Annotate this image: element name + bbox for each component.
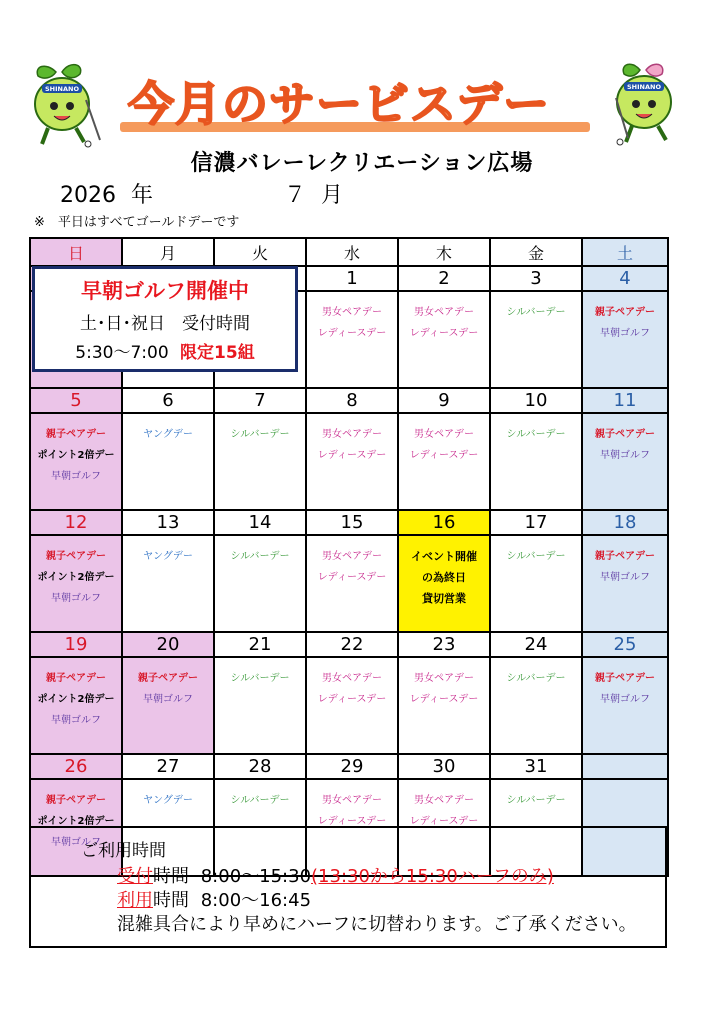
date-cell: 11: [582, 388, 668, 413]
event-label: 貸切営業: [422, 592, 466, 605]
date-cell: 18: [582, 510, 668, 535]
date-cell: 25: [582, 632, 668, 657]
event-label: イベント開催: [411, 550, 477, 563]
event-label: ポイント2倍デー: [37, 816, 115, 827]
event-label: 早朝ゴルフ: [51, 715, 101, 726]
weekday-note: ※ 平日はすべてゴールドデーです: [34, 215, 240, 230]
event-label: 早朝ゴルフ: [600, 694, 650, 705]
event-cell: [582, 657, 668, 754]
event-label: 男女ペアデー: [414, 429, 474, 440]
date-cell: 28: [214, 754, 306, 779]
weekday-header: 火: [214, 238, 306, 266]
mascot-right-icon: [606, 58, 684, 146]
event-label: 親子ペアデー: [46, 673, 106, 684]
event-label: 早朝ゴルフ: [600, 572, 650, 583]
event-cell: [490, 535, 582, 632]
event-cell: [214, 413, 306, 510]
date-cell: 15: [306, 510, 398, 535]
date-cell: 17: [490, 510, 582, 535]
event-cell: [398, 291, 490, 388]
mascot-right-label: SHINANO: [627, 83, 661, 91]
event-label: ポイント2倍デー: [37, 694, 115, 705]
event-cell: [490, 413, 582, 510]
event-cell: [306, 535, 398, 632]
event-label: 早朝ゴルフ: [51, 593, 101, 604]
event-label: ポイント2倍デー: [37, 572, 115, 583]
date-cell: 13: [122, 510, 214, 535]
early-golf-days: 土･日･祝日 受付時間: [80, 314, 250, 334]
year-month: [60, 178, 343, 209]
facility-name: 信濃バレーレクリエーション広場: [190, 151, 534, 176]
year-unit: 年: [131, 183, 154, 208]
event-row: [30, 413, 668, 510]
weekday-header: 金: [490, 238, 582, 266]
event-label: レディースデー: [409, 450, 479, 461]
event-label: 早朝ゴルフ: [51, 837, 101, 848]
date-cell: 19: [30, 632, 122, 657]
date-cell: 26: [30, 754, 122, 779]
event-label: ヤングデー: [143, 551, 193, 562]
event-label: 親子ペアデー: [595, 429, 655, 440]
event-cell: [582, 291, 668, 388]
date-cell: 5: [30, 388, 122, 413]
event-label: 早朝ゴルフ: [600, 328, 650, 339]
event-label: 早朝ゴルフ: [600, 450, 650, 461]
date-cell: 8: [306, 388, 398, 413]
event-label: レディースデー: [317, 694, 387, 705]
date-cell: 4: [582, 266, 668, 291]
early-golf-time-line: [35, 338, 295, 363]
reception-line: [117, 862, 554, 888]
date-row: [30, 388, 668, 413]
event-label: 早朝ゴルフ: [143, 694, 193, 705]
event-label: シルバーデー: [230, 429, 290, 440]
mascot-left-icon: [26, 60, 104, 148]
event-label: 親子ペアデー: [46, 551, 106, 562]
date-cell: 21: [214, 632, 306, 657]
reception-suffix: 時間: [153, 866, 189, 887]
event-label: シルバーデー: [506, 551, 566, 562]
weekday-header: 水: [306, 238, 398, 266]
date-cell: 12: [30, 510, 122, 535]
date-cell: 27: [122, 754, 214, 779]
event-label: シルバーデー: [506, 795, 566, 806]
early-golf-time: 5:30～7:00: [75, 343, 169, 363]
date-cell: 30: [398, 754, 490, 779]
date-row: [30, 754, 668, 779]
reception-time: 8:00～15:30: [200, 866, 312, 887]
usage-hours-box: [29, 826, 667, 948]
date-cell: 6: [122, 388, 214, 413]
event-label: シルバーデー: [506, 429, 566, 440]
event-label: レディースデー: [409, 816, 479, 827]
use-time: 8:00～16:45: [200, 890, 312, 911]
weekday-header: 土: [582, 238, 668, 266]
event-label: 男女ペアデー: [322, 307, 382, 318]
date-cell: 9: [398, 388, 490, 413]
use-label: 利用: [117, 890, 153, 911]
event-cell: [306, 657, 398, 754]
date-cell: 10: [490, 388, 582, 413]
date-cell: 1: [306, 266, 398, 291]
event-cell: [398, 535, 490, 632]
usage-heading: ご利用時間: [81, 841, 166, 861]
date-cell: 31: [490, 754, 582, 779]
event-cell: [490, 291, 582, 388]
event-cell: [306, 291, 398, 388]
event-label: レディースデー: [317, 328, 387, 339]
event-label: シルバーデー: [230, 673, 290, 684]
reception-label: 受付: [117, 866, 153, 887]
event-label: レディースデー: [317, 816, 387, 827]
event-label: 男女ペアデー: [322, 429, 382, 440]
event-label: 早朝ゴルフ: [51, 471, 101, 482]
event-label: 男女ペアデー: [322, 673, 382, 684]
event-label: レディースデー: [317, 450, 387, 461]
date-cell: 16: [398, 510, 490, 535]
event-label: レディースデー: [409, 328, 479, 339]
event-cell: [582, 535, 668, 632]
event-label: ヤングデー: [143, 795, 193, 806]
date-cell: 20: [122, 632, 214, 657]
event-label: の為終日: [422, 571, 466, 584]
weekday-header: 木: [398, 238, 490, 266]
event-cell: [306, 413, 398, 510]
event-cell: [398, 413, 490, 510]
event-cell: [582, 413, 668, 510]
event-label: シルバーデー: [506, 307, 566, 318]
event-label: シルバーデー: [506, 673, 566, 684]
event-cell: [214, 535, 306, 632]
event-label: シルバーデー: [230, 551, 290, 562]
event-label: 親子ペアデー: [595, 673, 655, 684]
event-cell: [30, 657, 122, 754]
event-label: 男女ペアデー: [414, 673, 474, 684]
weekday-header: 月: [122, 238, 214, 266]
weekday-header: 日: [30, 238, 122, 266]
early-golf-title: 早朝ゴルフ開催中: [81, 279, 249, 303]
mascot-left-label: SHINANO: [45, 85, 79, 93]
date-cell: 3: [490, 266, 582, 291]
date-cell: 24: [490, 632, 582, 657]
event-label: ヤングデー: [143, 429, 193, 440]
event-label: 親子ペアデー: [595, 551, 655, 562]
early-golf-limit: 限定15組: [180, 343, 255, 363]
event-cell: [490, 657, 582, 754]
year-value: 2026: [60, 183, 116, 208]
event-label: 男女ペアデー: [414, 795, 474, 806]
event-cell: [122, 535, 214, 632]
date-cell: 29: [306, 754, 398, 779]
event-cell: [214, 657, 306, 754]
date-cell: 2: [398, 266, 490, 291]
event-cell: [30, 535, 122, 632]
event-label: 親子ペアデー: [46, 795, 106, 806]
reception-note: (13:30から15:30ハーフのみ): [311, 866, 554, 887]
month-value: ７: [284, 183, 307, 208]
use-suffix: 時間: [153, 890, 189, 911]
date-row: [30, 632, 668, 657]
event-label: 男女ペアデー: [414, 307, 474, 318]
event-cell: [398, 657, 490, 754]
event-label: 親子ペアデー: [46, 429, 106, 440]
event-label: 親子ペアデー: [595, 307, 655, 318]
event-label: シルバーデー: [230, 795, 290, 806]
date-cell: 14: [214, 510, 306, 535]
event-cell: [122, 657, 214, 754]
early-golf-box: [32, 266, 298, 372]
event-label: ポイント2倍デー: [37, 450, 115, 461]
date-cell: 7: [214, 388, 306, 413]
weekday-header-row: [30, 238, 668, 266]
page-title-banner: [120, 68, 590, 132]
notice-line: 混雑具合により早めにハーフに切替わります。ご了承ください。: [117, 914, 637, 935]
date-row: [30, 510, 668, 535]
event-label: レディースデー: [317, 572, 387, 583]
event-cell: [30, 413, 122, 510]
event-label: レディースデー: [409, 694, 479, 705]
date-cell: [582, 754, 668, 779]
date-cell: 23: [398, 632, 490, 657]
event-label: 男女ペアデー: [322, 551, 382, 562]
month-unit: 月: [321, 183, 344, 208]
event-label: 男女ペアデー: [322, 795, 382, 806]
date-cell: 22: [306, 632, 398, 657]
event-cell: [122, 413, 214, 510]
event-row: [30, 657, 668, 754]
event-label: 親子ペアデー: [138, 673, 198, 684]
use-line: [117, 886, 311, 912]
page-title: 今月のサービスデー: [128, 77, 551, 131]
event-row: [30, 535, 668, 632]
